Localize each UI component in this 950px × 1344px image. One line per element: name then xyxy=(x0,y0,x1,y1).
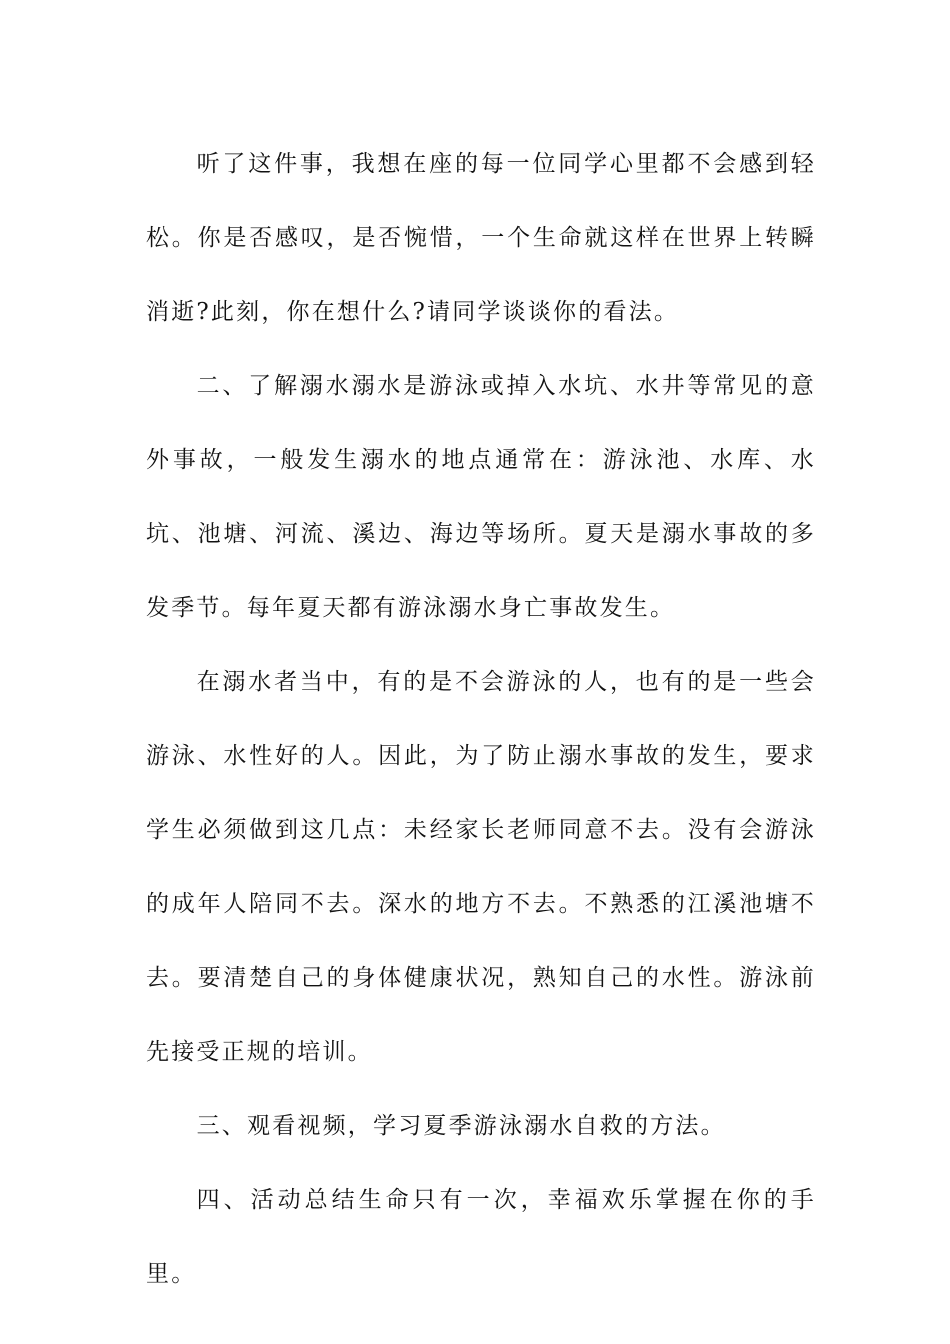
paragraph-reflection: 听了这件事，我想在座的每一位同学心里都不会感到轻松。你是否感叹，是否惋惜，一个生命就这样在世界上转瞬消逝?此刻，你在想什么?请同学谈谈你的看法。 xyxy=(146,151,816,325)
document-body xyxy=(146,127,816,1311)
paragraph-understand-drowning: 二、了解溺水溺水是游泳或掉入水坑、水井等常见的意外事故，一般发生溺水的地点通常在：游泳池、水库、水坑、池塘、河流、溪边、海边等场所。夏天是溺水事故的多发季节。每年夏天都有游泳溺水身亡事故发生。 xyxy=(146,373,816,621)
paragraph-watch-video: 三、观看视频，学习夏季游泳溺水自救的方法。 xyxy=(196,1113,726,1139)
paragraph-prevention-rules: 在溺水者当中，有的是不会游泳的人，也有的是一些会游泳、水性好的人。因此，为了防止溺水事故的发生，要求学生必须做到这几点：未经家长老师同意不去。没有会游泳的成年人陪同不去。深水的地方不去。不熟悉的江溪池塘不去。要清楚自己的身体健康状况，熟知自己的水性。游泳前先接受正规的培训。 xyxy=(146,669,816,1065)
paragraph-summary: 四、活动总结生命只有一次，幸福欢乐掌握在你的手里。 xyxy=(146,1187,816,1287)
